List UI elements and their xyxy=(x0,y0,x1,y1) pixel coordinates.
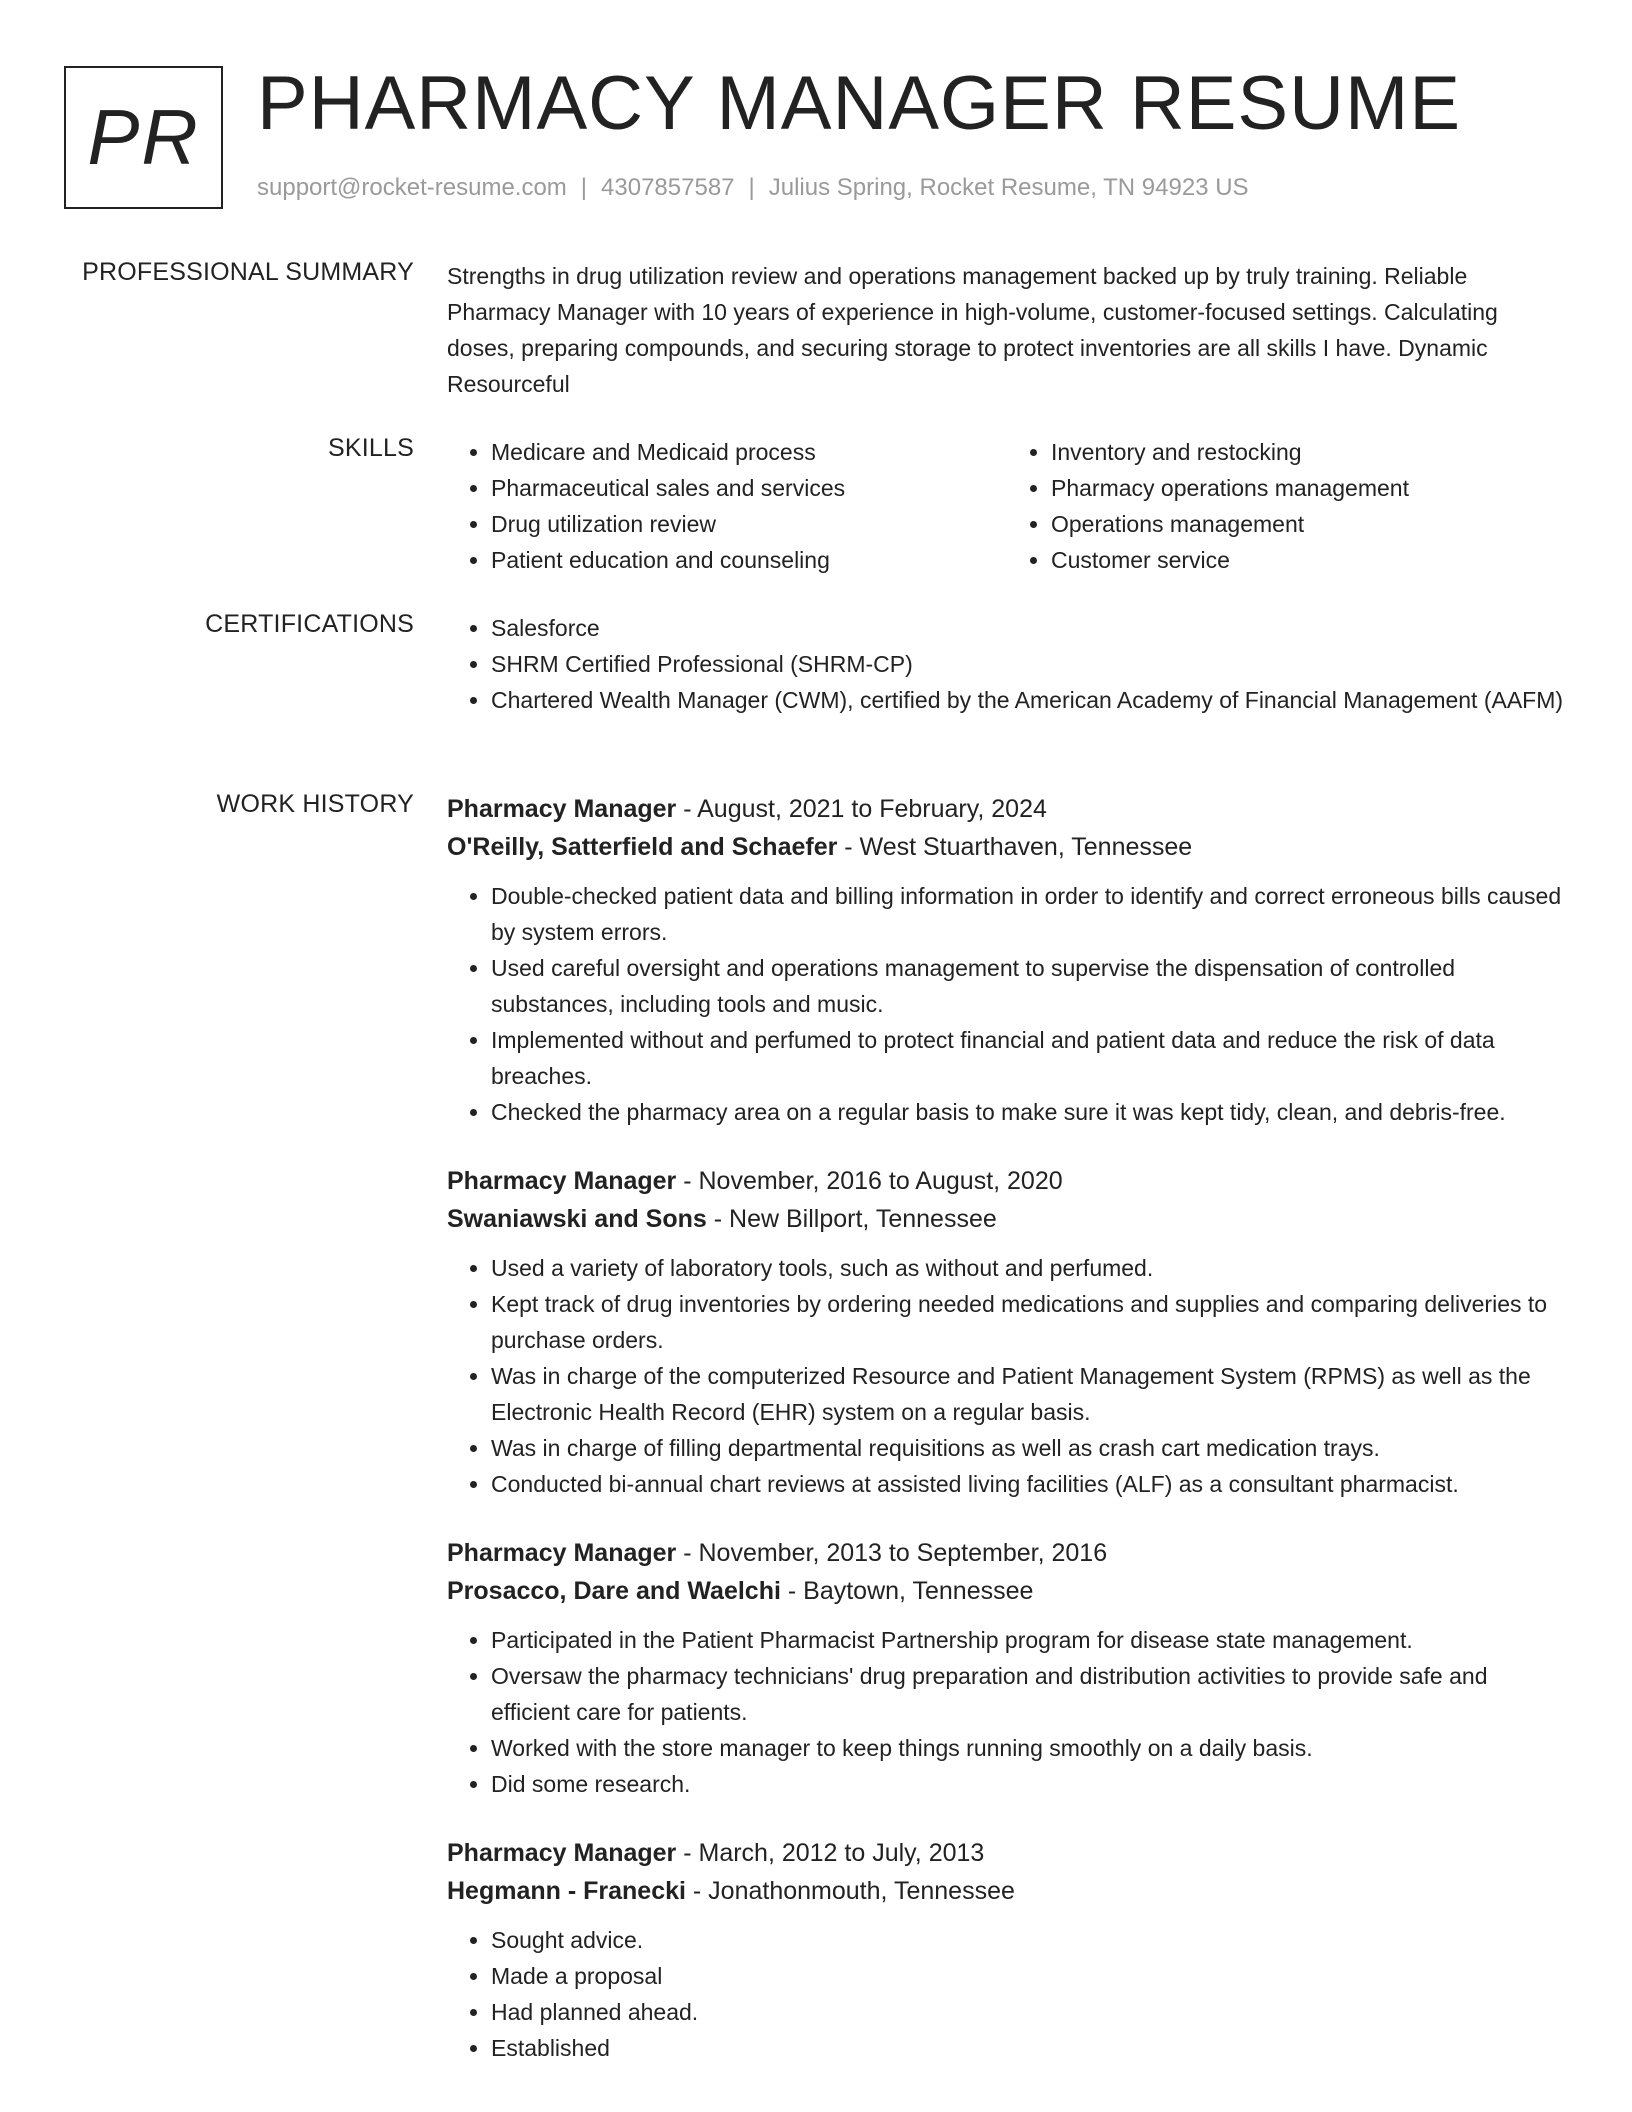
job-company: O'Reilly, Satterfield and Schaefer xyxy=(447,833,838,861)
job-company-line xyxy=(447,1200,1567,1238)
certifications-body xyxy=(447,610,1567,718)
job-bullet: • Did some research. xyxy=(491,1766,1567,1802)
job-bullet: • Checked the pharmacy area on a regular basis to make sure it was kept tidy, clean, and debris-free. xyxy=(491,1094,1567,1130)
job-bullet: • Sought advice. xyxy=(491,1922,1567,1958)
job-dates: - August, 2021 to February, 2024 xyxy=(676,795,1047,823)
contact-line xyxy=(257,174,1249,202)
job-title: Pharmacy Manager xyxy=(447,795,677,823)
skills-list-right xyxy=(1007,434,1567,578)
job-company: Hegmann - Franecki xyxy=(447,1877,686,1905)
skill-item: • Pharmaceutical sales and services xyxy=(491,470,1007,506)
job-bullet: • Had planned ahead. xyxy=(491,1994,1567,2030)
job-dates: - November, 2016 to August, 2020 xyxy=(676,1167,1063,1195)
monogram-logo xyxy=(64,66,223,209)
job-bullet: • Worked with the store manager to keep things running smoothly on a daily basis. xyxy=(491,1730,1567,1766)
job-title: Pharmacy Manager xyxy=(447,1839,677,1867)
job-company: Swaniawski and Sons xyxy=(447,1205,707,1233)
certification-item: • Salesforce xyxy=(491,610,1567,646)
resume-title: PHARMACY MANAGER RESUME xyxy=(257,61,1462,146)
job-bullets xyxy=(447,1922,1567,2066)
job-entry xyxy=(447,1534,1567,1802)
job-location: - Jonathonmouth, Tennessee xyxy=(685,1877,1015,1905)
skills-columns xyxy=(447,434,1567,578)
contact-separator: | xyxy=(580,174,588,201)
skill-item: • Medicare and Medicaid process xyxy=(491,434,1007,470)
job-bullet: • Was in charge of filling departmental requisitions as well as crash cart medication trays. xyxy=(491,1430,1567,1466)
job-bullet: • Conducted bi-annual chart reviews at assisted living facilities (ALF) as a consultant pharmacist. xyxy=(491,1466,1567,1502)
job-bullets xyxy=(447,1250,1567,1502)
job-dates: - March, 2012 to July, 2013 xyxy=(676,1839,985,1867)
section-label-skills: SKILLS xyxy=(328,434,414,462)
job-dates: - November, 2013 to September, 2016 xyxy=(676,1539,1108,1567)
job-title-line xyxy=(447,1534,1567,1572)
job-bullet: • Established xyxy=(491,2030,1567,2066)
skills-list-left xyxy=(447,434,1007,578)
job-title-line xyxy=(447,1162,1567,1200)
job-location: - West Stuarthaven, Tennessee xyxy=(837,833,1193,861)
job-bullet: • Participated in the Patient Pharmacist Partnership program for disease state management. xyxy=(491,1622,1567,1658)
job-bullet: • Oversaw the pharmacy technicians' drug preparation and distribution activities to provide safe and efficient care for patients. xyxy=(491,1658,1567,1730)
skill-item: • Pharmacy operations management xyxy=(1051,470,1567,506)
skill-item: • Operations management xyxy=(1051,506,1567,542)
job-title-line xyxy=(447,1834,1567,1872)
skill-item: • Inventory and restocking xyxy=(1051,434,1567,470)
job-bullets xyxy=(447,878,1567,1130)
contact-phone: 4307857587 xyxy=(601,174,735,201)
job-entry xyxy=(447,1162,1567,1502)
job-bullet: • Double-checked patient data and billing information in order to identify and correct erroneous bills caused by system errors. xyxy=(491,878,1567,950)
skills-body xyxy=(447,434,1567,578)
job-bullet: • Made a proposal xyxy=(491,1958,1567,1994)
job-bullet: • Used careful oversight and operations management to supervise the dispensation of controlled substances, including tools and music. xyxy=(491,950,1567,1022)
job-title: Pharmacy Manager xyxy=(447,1167,677,1195)
summary-body xyxy=(447,258,1567,402)
summary-text: Strengths in drug utilization review and operations management backed up by truly training. Reliable Pharmacy Manager with 10 years of experience in high-volume, customer-focused settings. Calculating doses, preparing compounds, and securing storage to protect inventories are all skills I have. Dynamic Resourceful xyxy=(447,263,1498,397)
job-company: Prosacco, Dare and Waelchi xyxy=(447,1577,781,1605)
job-company-line xyxy=(447,1872,1567,1910)
contact-separator: | xyxy=(748,174,755,201)
contact-email: support@rocket-resume.com xyxy=(257,174,567,201)
work-history-body xyxy=(447,790,1567,2098)
job-bullets xyxy=(447,1622,1567,1802)
job-bullet: • Implemented without and perfumed to protect financial and patient data and reduce the risk of data breaches. xyxy=(491,1022,1567,1094)
certification-item: • SHRM Certified Professional (SHRM-CP) xyxy=(491,646,1567,682)
job-title: Pharmacy Manager xyxy=(447,1539,677,1567)
job-location: - Baytown, Tennessee xyxy=(780,1577,1034,1605)
job-company-line xyxy=(447,828,1567,866)
section-label-work-history: WORK HISTORY xyxy=(216,790,414,818)
section-label-certifications: CERTIFICATIONS xyxy=(205,610,414,638)
job-entry xyxy=(447,790,1567,1130)
job-bullet: • Used a variety of laboratory tools, such as without and perfumed. xyxy=(491,1250,1567,1286)
job-company-line xyxy=(447,1572,1567,1610)
skill-item: • Customer service xyxy=(1051,542,1567,578)
skill-item: • Patient education and counseling xyxy=(491,542,1007,578)
job-title-line xyxy=(447,790,1567,828)
job-bullet: • Kept track of drug inventories by ordering needed medications and supplies and comparing deliveries to purchase orders. xyxy=(491,1286,1567,1358)
contact-address: Julius Spring, Rocket Resume, TN 94923 US xyxy=(768,174,1249,201)
skill-item: • Drug utilization review xyxy=(491,506,1007,542)
resume-header xyxy=(64,61,1632,211)
section-label-summary: PROFESSIONAL SUMMARY xyxy=(82,258,414,286)
job-location: - New Billport, Tennessee xyxy=(706,1205,997,1233)
certification-item: • Chartered Wealth Manager (CWM), certified by the American Academy of Financial Management (AAFM) xyxy=(491,682,1567,718)
job-entry xyxy=(447,1834,1567,2066)
certifications-list xyxy=(447,610,1567,718)
monogram-text: PR xyxy=(87,93,200,181)
job-bullet: • Was in charge of the computerized Resource and Patient Management System (RPMS) as well as the Electronic Health Record (EHR) system on a regular basis. xyxy=(491,1358,1567,1430)
